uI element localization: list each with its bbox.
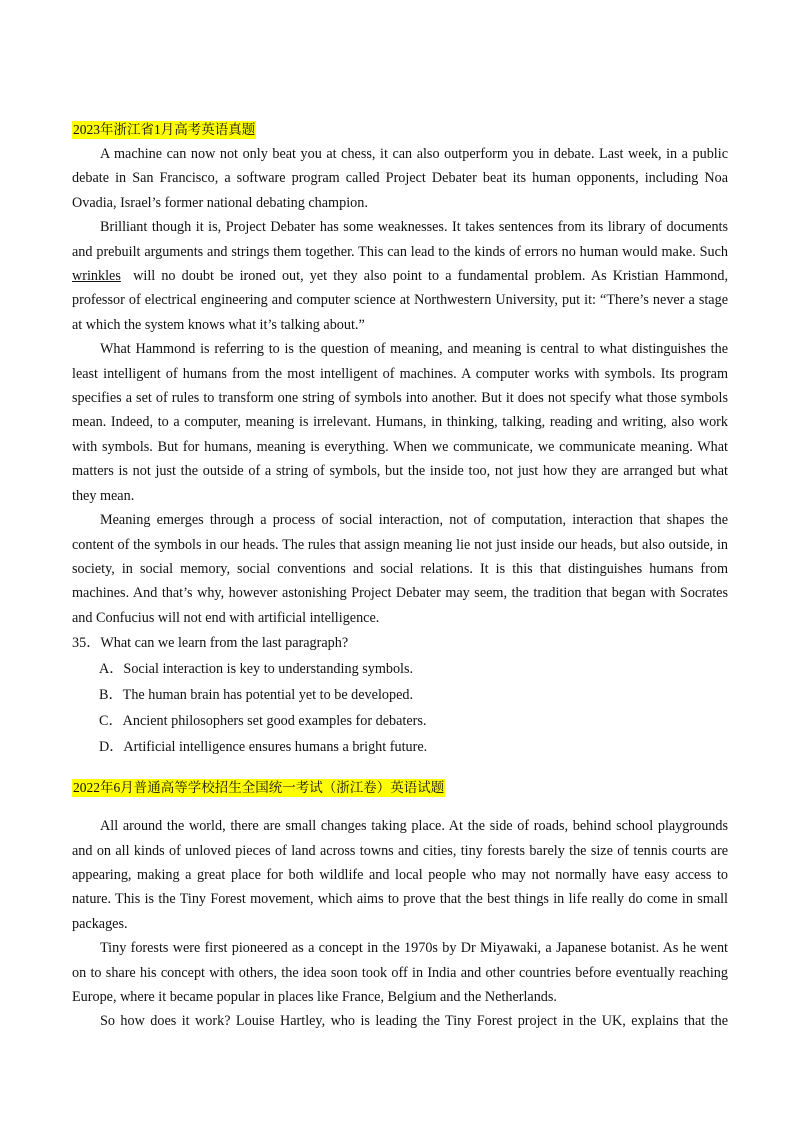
question-35: 35．What can we learn from the last paragraph?: [72, 635, 349, 652]
section2-heading-row: [72, 776, 728, 800]
section-spacer: [72, 760, 728, 776]
section1-paragraph-4: Meaning emerges through a process of social interaction, not of computation, interaction that shapes the content of the symbols in our heads. The rules that assign meaning lie not just inside our heads, but also outside, in society, in social memory, social conventions and social relations. It is this that distinguishes humans from machines. And that’s why, however astonishing Project Debater may seem, the tradition that began with Socrates and Confucius will not end with artificial intelligence.: [72, 512, 728, 626]
document-page: [72, 118, 732, 1034]
section1-paragraph-1: A machine can now not only beat you at chess, it can also outperform you in debate. Last week, in a public debate in San Francisco, a software program called Project Debater beat its human opponents, including Noa Ovadia, Israel’s former national debating champion.: [72, 146, 728, 211]
section1-heading-row: [72, 118, 728, 142]
section2-paragraph-2: Tiny forests were first pioneered as a concept in the 1970s by Dr Miyawaki, a Japanese botanist. As he went on to share his concept with others, the idea soon took off in India and other countries before eventually reaching Europe, where it became popular in places like France, Belgium and the Netherlands.: [72, 940, 728, 1005]
underlined-word-wrinkles: wrinkles: [72, 268, 121, 285]
option-c: C．Ancient philosophers set good examples for debaters.: [99, 713, 427, 730]
option-d: D．Artificial intelligence ensures humans a bright future.: [99, 739, 428, 756]
section1-paragraph-2-start: Brilliant though it is, Project Debater has some weaknesses. It takes sentences from its library of documents and prebuilt arguments and strings them together. This can lead to the kinds of errors no human would make. Such: [72, 219, 728, 260]
option-b: B．The human brain has potential yet to be developed.: [99, 687, 414, 704]
section2-paragraph-3: So how does it work? Louise Hartley, who is leading the Tiny Forest project in the UK, explains that the: [100, 1013, 728, 1030]
section1-paragraph-2: [72, 215, 732, 337]
section1-heading: 2023年浙江省1月高考英语真题: [73, 122, 256, 137]
section1-paragraph-3: What Hammond is referring to is the question of meaning, and meaning is central to what distinguishes the least intelligent of humans from the most intelligent of machines. A computer works with symbols. Its program specifies a set of rules to transform one string of symbols into another. But it does not specify what those symbols mean. Indeed, to a computer, meaning is irrelevant. Humans, in thinking, talking, reading and writing, also work with symbols. But for humans, meaning is everything. When we communicate, we communicate meaning. What matters is not just the outside of a string of symbols, but the inside too, not just how they are arranged but what they mean.: [72, 341, 728, 504]
section2-heading: 2022年6月普通高等学校招生全国统一考试（浙江卷）英语试题: [73, 780, 445, 796]
section2-paragraph-1: All around the world, there are small changes taking place. At the side of roads, behind school playgrounds and on all kinds of unloved pieces of land across towns and cities, tiny forests barely the size of tennis courts are appearing, making a great place for both wildlife and local people who may not normally have easy access to nature. This is the Tiny Forest movement, which aims to prove that the best things in life really do come in small packages.: [72, 818, 728, 932]
section1-paragraph-2-end: will no doubt be ironed out, yet they also point to a fundamental problem. As Kristian Hammond, professor of electrical engineering and computer science at Northwestern University, put it: “There’s never a stage at which the system knows what it’s talking about.”: [72, 268, 732, 333]
heading-spacer: [72, 800, 728, 814]
option-a: A．Social interaction is key to understanding symbols.: [99, 661, 414, 678]
